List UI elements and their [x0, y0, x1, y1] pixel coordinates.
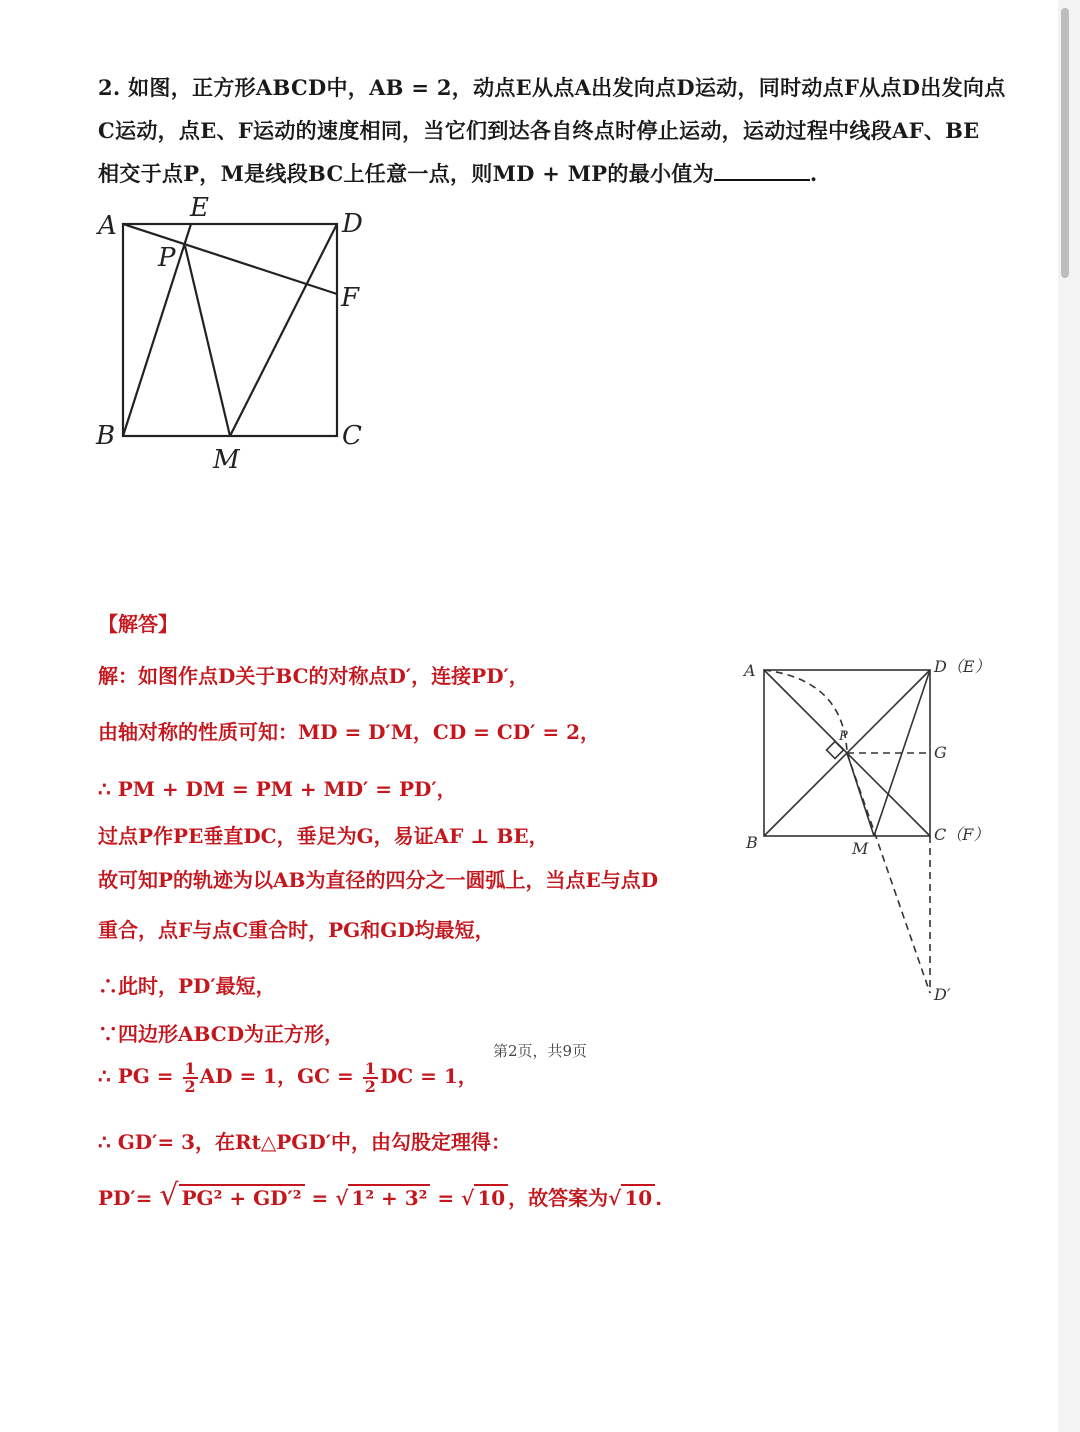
- line-11-part-c: =: [437, 1186, 455, 1210]
- label-m: M: [213, 445, 240, 475]
- answer-line-6: 重合，点F与点C重合时，PG和GD均最短，: [98, 918, 495, 942]
- answer-line-11: [98, 1178, 662, 1213]
- fig2-label-d: D（E）: [934, 657, 991, 676]
- fraction-denominator-2: 2: [364, 1076, 376, 1096]
- sqrt-symbol-3: √: [461, 1186, 475, 1210]
- label-b: B: [96, 421, 116, 451]
- segment-md: [230, 224, 337, 436]
- radicand-3: 10: [474, 1184, 508, 1210]
- sqrt-symbol-1: √: [159, 1178, 179, 1213]
- fig2-label-g: G: [934, 743, 947, 762]
- line-9-part-c: DC = 1，: [379, 1064, 478, 1088]
- sqrt-symbol-4: √: [608, 1186, 622, 1210]
- line-11-part-d: ，故答案为: [508, 1186, 609, 1210]
- question-line-1: 2. 如图，正方形ABCD中，AB = 2，动点E从点A出发向点D运动，同时动点F从点D出发向点: [98, 75, 1006, 100]
- question-line-3-end: .: [809, 161, 818, 186]
- line-11-part-b: =: [311, 1186, 329, 1210]
- label-d: D: [342, 209, 363, 239]
- sqrt-symbol-2: √: [335, 1186, 349, 1210]
- answer-line-8: ∵四边形ABCD为正方形，: [98, 1022, 345, 1046]
- square-abcd: [123, 224, 337, 436]
- radicand-2: 1² + 3²: [348, 1184, 430, 1210]
- geometry-figure-1: [90, 190, 380, 480]
- segment-af: [123, 224, 337, 294]
- scrollbar-thumb[interactable]: [1061, 8, 1069, 278]
- answer-line-9: [98, 1060, 478, 1095]
- answer-line-2: 由轴对称的性质可知：MD = D′M，CD = CD′ = 2，: [98, 720, 601, 744]
- segment-pd-prime: [847, 753, 930, 993]
- label-f: F: [341, 283, 360, 313]
- answer-line-4: 过点P作PE垂直DC，垂足为G，易证AF ⊥ BE，: [98, 824, 549, 848]
- fig2-label-p: P: [839, 729, 848, 744]
- fig2-label-d-prime: D′: [934, 985, 951, 1004]
- radicand-1: PG² + GD′²: [179, 1184, 305, 1210]
- fig2-label-a: A: [744, 661, 756, 680]
- label-c: C: [342, 421, 362, 451]
- question-line-3: [98, 158, 818, 188]
- line-11-part-a: PD′=: [98, 1186, 153, 1210]
- segment-be: [123, 224, 191, 436]
- answer-line-5: 故可知P的轨迹为以AB为直径的四分之一圆弧上，当点E与点D: [98, 868, 659, 892]
- answer-line-3: ∴ PM + DM = PM + MD′ = PD′，: [98, 777, 457, 801]
- geometry-figure-2: [738, 650, 998, 1010]
- answer-heading: 【解答】: [98, 612, 178, 636]
- label-p: P: [158, 243, 176, 273]
- answer-line-10: ∴ GD′= 3，在Rt△PGD′中，由勾股定理得：: [98, 1130, 511, 1154]
- answer-line-7: ∴此时，PD′最短，: [98, 974, 276, 998]
- fraction-one-half-2: [363, 1058, 378, 1096]
- fig2-label-m: M: [852, 839, 869, 858]
- label-a: A: [98, 211, 117, 241]
- line-11-part-e: .: [655, 1186, 663, 1210]
- fraction-numerator: 1: [184, 1058, 196, 1078]
- right-angle-mark: [827, 742, 844, 759]
- page-number: 第2页，共9页: [492, 1042, 588, 1060]
- question-line-3-text: 相交于点P，M是线段BC上任意一点，则MD + MP的最小值为: [98, 161, 714, 186]
- fig2-label-b: B: [746, 833, 758, 852]
- radicand-4: 10: [621, 1184, 655, 1210]
- answer-line-1: 解：如图作点D关于BC的对称点D′，连接PD′，: [98, 664, 529, 688]
- segment-pm: [185, 246, 230, 436]
- fraction-one-half: [183, 1058, 198, 1096]
- question-line-2: C运动，点E、F运动的速度相同，当它们到达各自终点时停止运动，运动过程中线段AF、BE: [98, 118, 980, 143]
- line-9-part-a: ∴ PG =: [98, 1064, 174, 1088]
- fig2-label-c: C（F）: [934, 825, 990, 844]
- label-e: E: [190, 193, 209, 223]
- line-9-part-b: AD = 1，GC =: [199, 1064, 354, 1088]
- fraction-numerator-2: 1: [364, 1058, 376, 1078]
- fraction-denominator: 2: [184, 1076, 196, 1096]
- answer-blank: [714, 161, 810, 181]
